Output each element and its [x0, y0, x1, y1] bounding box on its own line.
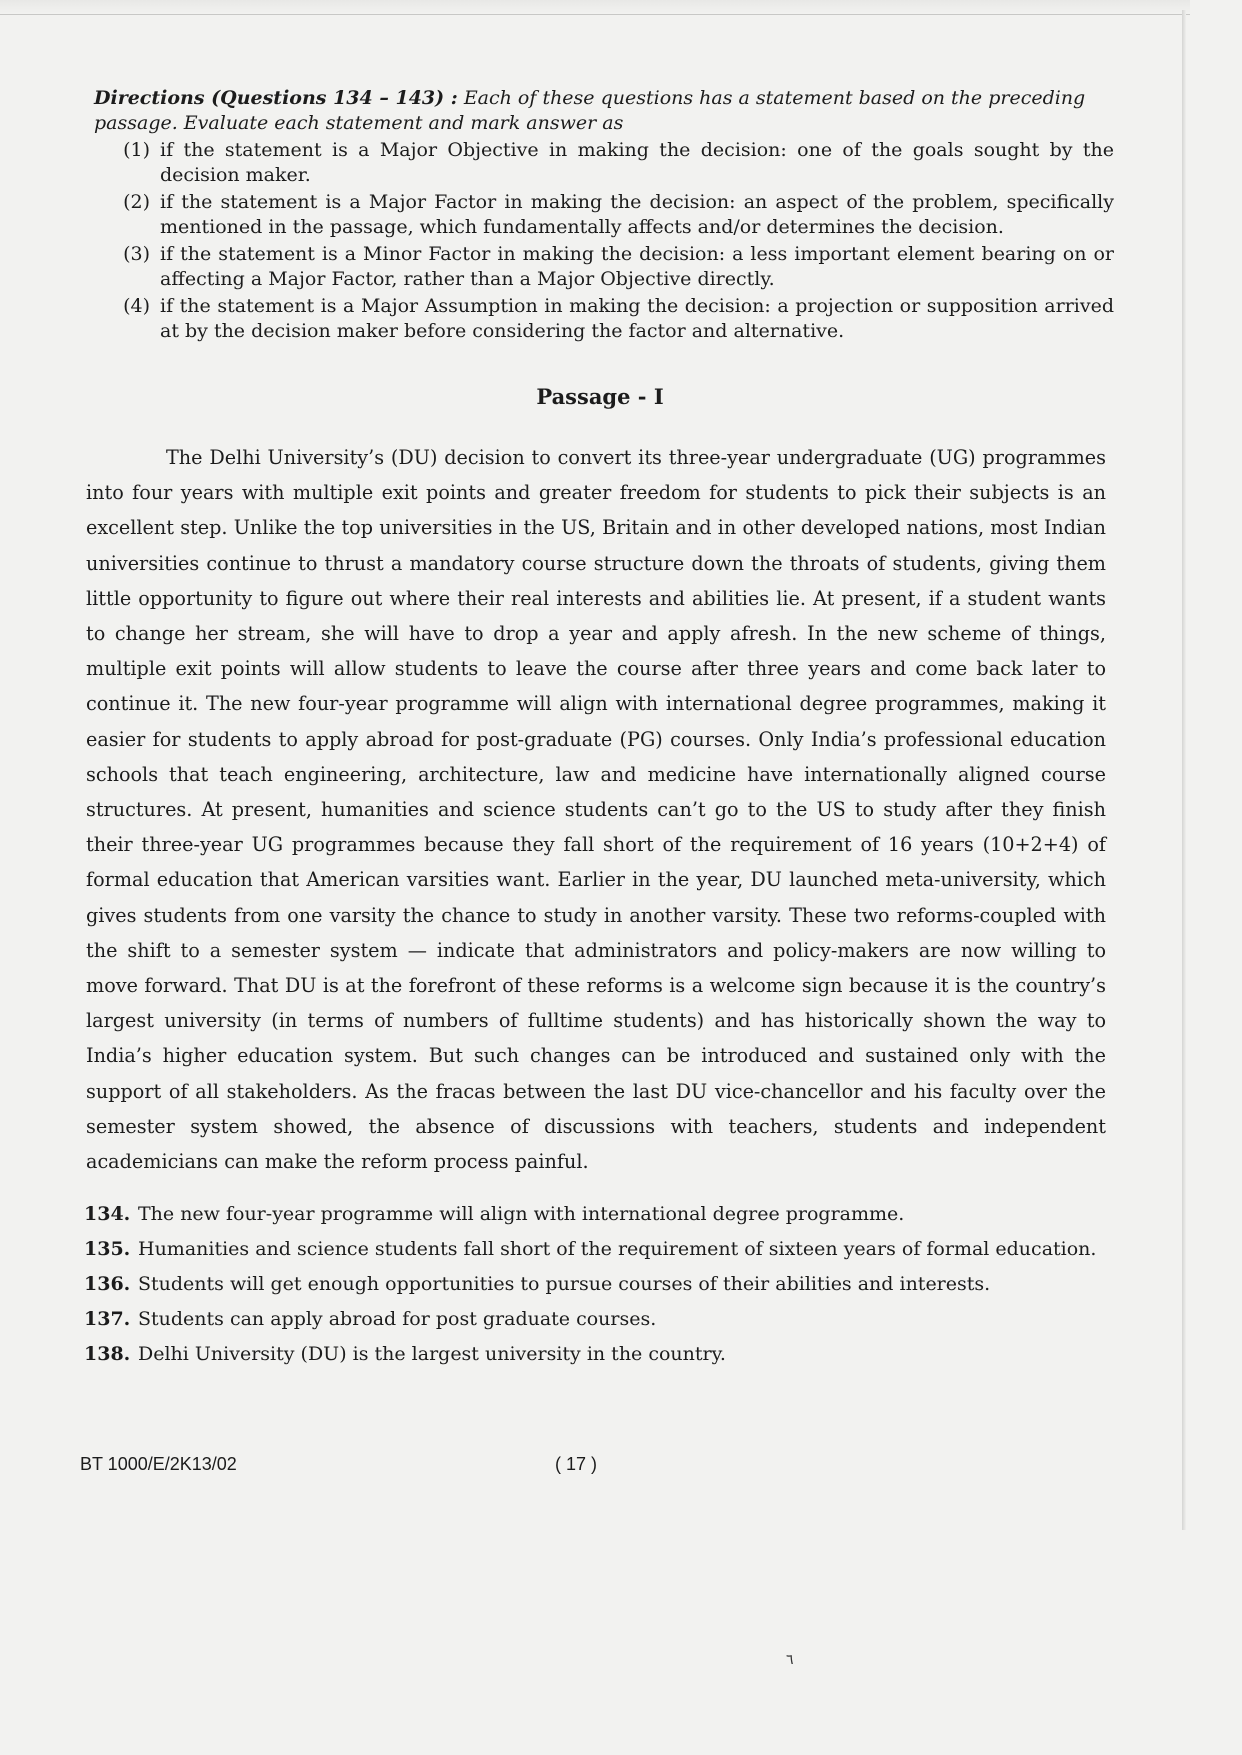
directions-heading: Directions (Questions 134 – 143) :: [94, 87, 458, 109]
question-135: [84, 1231, 1124, 1266]
directions-intro: Each of these questions has a statement based on the preceding passage. Evaluate each statement and mark answer as: [94, 87, 1086, 134]
question-137: [84, 1301, 1124, 1336]
option-1: [94, 138, 1114, 188]
question-text: Students will get enough opportunities to pursue courses of their abilities and interests.: [138, 1272, 991, 1295]
directions-lead: [94, 86, 1114, 136]
question-list: [84, 1196, 1124, 1371]
passage-title: Passage - I: [536, 384, 664, 409]
question-138: [84, 1336, 1124, 1371]
option-2: [94, 190, 1114, 240]
question-number: 134.: [84, 1202, 131, 1225]
option-number: (3): [123, 243, 150, 265]
passage-body: The Delhi University’s (DU) decision to convert its three-year undergraduate (UG) programmes into four years with multiple exit points and greater freedom for students to pick their subjects is an excellent step. Unlike the top universities in the US, Britain and in other developed nations, most Indian universities continue to thrust a mandatory course structure down the throats of students, giving them little opportunity to figure out where their real interests and abilities lie. At present, if a student wants to change her stream, she will have to drop a year and apply afresh. In the new scheme of things, multiple exit points will allow students to leave the course after three years and come back later to continue it. The new four-year programme will align with international degree programmes, making it easier for students to apply abroad for post-graduate (PG) courses. Only India’s professional education schools that teach engineering, architecture, law and medicine have internationally aligned course structures. At present, humanities and science students can’t go to the US to study after they finish their three-year UG programmes because they fall short of the requirement of 16 years (10+2+4) of formal education that American varsities want. Earlier in the year, DU launched meta-university, which gives students from one varsity the chance to study in another varsity. These two reforms-coupled with the shift to a semester system — indicate that administrators and policy-makers are now willing to move forward. That DU is at the forefront of these reforms is a welcome sign because it is the country’s largest university (in terms of numbers of fulltime students) and has historically shown the way to India’s higher education system. But such changes can be introduced and sustained only with the support of all stakeholders. As the fracas between the last DU vice-chancellor and his faculty over the semester system showed, the absence of discussions with teachers, students and independent academicians can make the reform process painful.: [86, 446, 1106, 1174]
question-number: 135.: [84, 1237, 131, 1260]
booklet-code: BT 1000/E/2K13/02: [80, 1454, 237, 1474]
stray-pen-mark: ٦: [786, 1652, 794, 1668]
question-text: The new four-year programme will align with international degree programme.: [138, 1202, 905, 1225]
option-text: if the statement is a Major Assumption in making the decision: a projection or supposition arrived at by the decision maker before considering the factor and alternative.: [160, 295, 1114, 342]
option-number: (2): [123, 191, 150, 213]
question-text: Humanities and science students fall short of the requirement of sixteen years of formal education.: [138, 1237, 1097, 1260]
option-text: if the statement is a Major Factor in making the decision: an aspect of the problem, specifically mentioned in the passage, which fundamentally affects and/or determines the decision.: [160, 191, 1114, 238]
option-number: (4): [123, 295, 150, 317]
option-text: if the statement is a Minor Factor in making the decision: a less important element bearing on or affecting a Major Factor, rather than a Major Objective directly.: [160, 243, 1114, 290]
option-text: if the statement is a Major Objective in making the decision: one of the goals sought by the decision maker.: [160, 139, 1114, 186]
page-right-edge: [1182, 10, 1186, 1530]
option-number: (1): [123, 139, 150, 161]
question-number: 138.: [84, 1342, 131, 1365]
question-number: 136.: [84, 1272, 131, 1295]
page-top-edge: [0, 0, 1190, 15]
question-136: [84, 1266, 1124, 1301]
option-4: [94, 294, 1114, 344]
question-text: Delhi University (DU) is the largest university in the country.: [138, 1342, 726, 1365]
question-text: Students can apply abroad for post graduate courses.: [138, 1307, 657, 1330]
question-134: [84, 1196, 1124, 1231]
page-number: ( 17 ): [555, 1454, 598, 1474]
question-number: 137.: [84, 1307, 131, 1330]
directions-block: [94, 86, 1114, 344]
option-3: [94, 242, 1114, 292]
